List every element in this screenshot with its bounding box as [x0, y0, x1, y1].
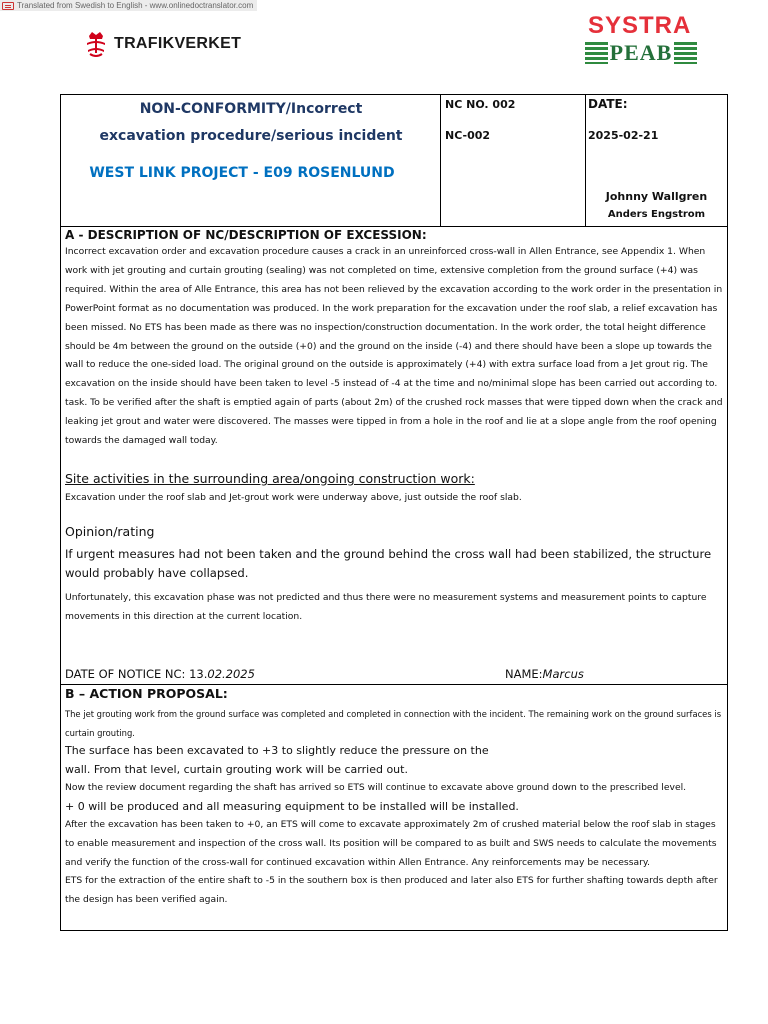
title-cell	[61, 95, 441, 226]
action-paragraph-1: The jet grouting work from the ground surface was completed and completed in connection with the incident. The remaining work on the ground surfaces is curtain grouting.	[65, 709, 722, 738]
signatory-2: Anders Engstrom	[607, 209, 706, 220]
action-paragraph-5: + 0 will be produced and all measuring equipment to be installed will be installed.	[65, 799, 519, 813]
notice-name: NAME:Marcus	[505, 667, 584, 681]
notice-row	[61, 665, 727, 685]
date-cell	[586, 95, 727, 226]
peab-wordmark: PEAB	[609, 40, 673, 65]
section-b	[65, 686, 725, 909]
site-activities-heading: Site activities in the surrounding area/ongoing construction work:	[65, 470, 475, 486]
trafikverket-logo	[84, 30, 241, 58]
action-paragraph-3: wall. From that level, curtain grouting work will be carried out.	[65, 762, 408, 776]
opinion-heading: Opinion/rating	[65, 523, 155, 539]
date-value: 2025-02-21	[588, 129, 659, 142]
form-header	[61, 95, 727, 227]
title-line-2: excavation procedure/serious incident	[99, 128, 403, 144]
action-paragraph-7: ETS for the extraction of the entire shaft to -5 in the southern box is then produced and later also ETS for further shafting towards depth after the design has been verified again.	[65, 875, 718, 905]
trafikverket-wordmark: TRAFIKVERKET	[114, 35, 242, 52]
nc-number-label: NC NO. 002	[445, 98, 516, 111]
opinion-text: If urgent measures had not been taken and the ground behind the cross wall had been stabilized, the structure would probably have collapsed.	[65, 546, 712, 580]
signatory-1: Johnny Wallgren	[605, 190, 708, 203]
opinion-note: Unfortunately, this excavation phase was not predicted and thus there were no measurement systems and measurement points to capture movements in this direction at the current location.	[65, 591, 707, 622]
action-paragraph-2: The surface has been excavated to +3 to slightly reduce the pressure on the	[65, 744, 489, 757]
section-a	[65, 227, 725, 627]
nc-form	[60, 94, 728, 931]
notice-date: DATE OF NOTICE NC: 13.02.2025	[65, 667, 255, 681]
title-line-1: NON-CONFORMITY/Incorrect	[139, 101, 363, 117]
date-label: DATE:	[588, 97, 628, 111]
translator-icon	[2, 2, 14, 10]
project-name: WEST LINK PROJECT - E09 ROSENLUND	[89, 165, 395, 181]
section-a-heading: A - DESCRIPTION OF NC/DESCRIPTION OF EXCESSION:	[65, 228, 427, 242]
translator-banner-text: Translated from Swedish to English - www.onlinedoctranslator.com	[17, 1, 254, 10]
translator-banner[interactable]	[0, 0, 257, 11]
systra-logo: SYSTRA	[588, 12, 692, 39]
peab-logo	[585, 42, 697, 64]
nc-number-value: NC-002	[445, 129, 491, 142]
nc-number-cell	[441, 95, 586, 226]
site-activities-text: Excavation under the roof slab and Jet-grout work were underway above, just outside the roof slab.	[65, 491, 522, 503]
section-b-heading: B – ACTION PROPOSAL:	[65, 686, 228, 701]
action-paragraph-4: Now the review document regarding the shaft has arrived so ETS will continue to excavate above ground down to the prescribed level.	[65, 782, 687, 794]
action-paragraph-6: After the excavation has been taken to +0, an ETS will come to excavate approximately 2m of crushed material below the roof slab in stages to enable measurement and inspection of the cross wall. Its position will be compared to as built and SWS needs to calculate the movements and verify the function of the cross-wall for continued excavation within Allen Entrance. Any reinforcements may be necessary.	[65, 819, 717, 868]
crown-icon	[84, 30, 108, 58]
nc-description: Incorrect excavation order and excavation procedure causes a crack in an unreinforced cross-wall in Allen Entrance, see Appendix 1. When work with jet grouting and curtain grouting (sealing) was not completed on time, extensive completion from the ground surface (+4) was required. Within the area of Alle Entrance, this area has not been relieved by the excavation according to the work order in the presentation in PowerPoint format as no documentation was produced. In the work preparation for the excavation under the roof slab, a relief excavation has been missed. No ETS has been made as there was no inspection/construction documentation. In the work order, the total height difference should be 4m between the ground on the outside (+0) and the ground on the inside (-4) and there should have been a slope up towards the wall to reduce the one-sided load. The original ground on the outside is approximately (+4) with extra surface load from a Jet grout rig. The excavation on the inside should have been taken to level -5 instead of -4 at the time and no/minimal slope has been carried out according to. task. To be verified after the shaft is emptied again of parts (about 2m) of the crushed rock masses that were tipped down when the crack and leaking jet grout and water were discovered. The masses were tipped in from a hole in the roof and lie at a slope angle from the roof opening towards the damaged wall today.	[65, 246, 723, 447]
